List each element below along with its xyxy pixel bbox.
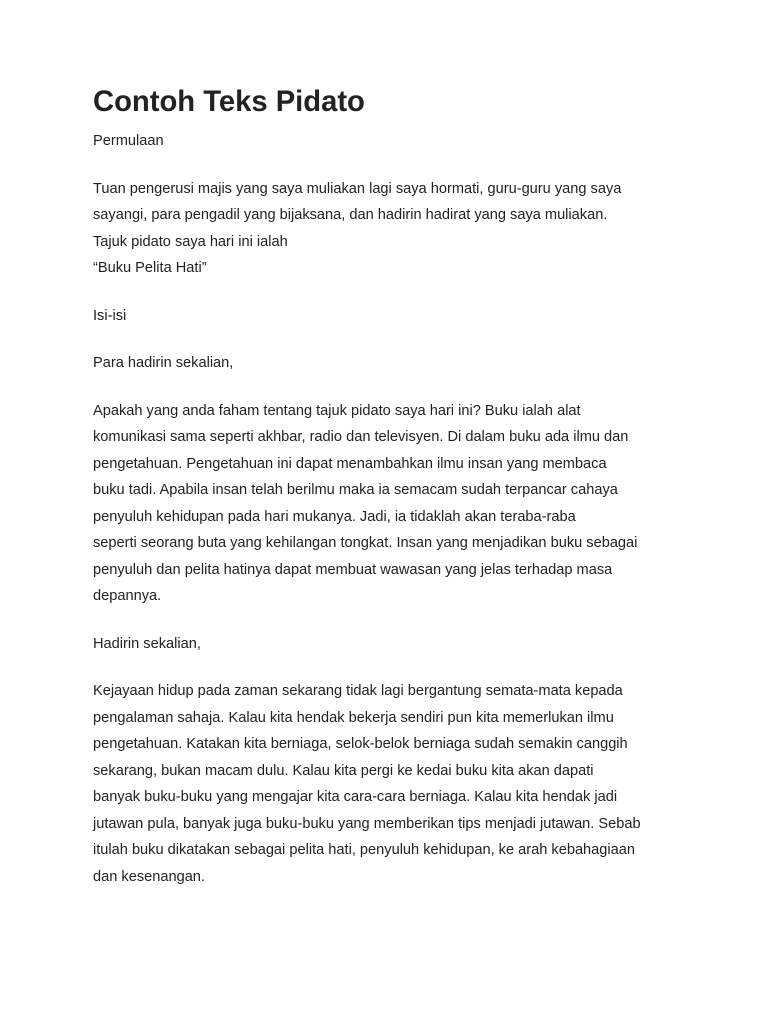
text-line: Para hadirin sekalian, xyxy=(93,355,234,371)
text-line: seperti seorang buta yang kehilangan tongkat. Insan yang menjadikan buku sebagai xyxy=(93,535,638,551)
paragraph xyxy=(93,678,693,890)
text-line: Hadirin sekalian, xyxy=(93,635,201,652)
text-line: Isi-isi xyxy=(93,307,127,324)
text-line: itulah buku dikatakan sebagai pelita hati, penyuluh kehidupan, ke arah kebahagiaan xyxy=(93,842,635,858)
text-line: depannya. xyxy=(93,588,162,604)
text-line: “Buku Pelita Hati” xyxy=(93,260,207,276)
text-line: komunikasi sama seperti akhbar, radio dan televisyen. Di dalam buku ada ilmu dan xyxy=(93,429,629,445)
text-line: pengalaman sahaja. Kalau kita hendak bekerja sendiri pun kita memerlukan ilmu xyxy=(93,709,614,726)
text-line: buku tadi. Apabila insan telah berilmu maka ia semacam sudah terpancar cahaya xyxy=(93,482,618,498)
text-line: pengetahuan. Pengetahuan ini dapat menambahkan ilmu insan yang membaca xyxy=(93,455,607,472)
paragraph xyxy=(93,128,693,155)
text-line: Tuan pengerusi majis yang saya muliakan lagi saya hormati, guru-guru yang saya xyxy=(93,180,622,197)
text-line: dan kesenangan. xyxy=(93,868,205,885)
document-body xyxy=(93,128,693,890)
text-line: Tajuk pidato saya hari ini ialah xyxy=(93,233,288,250)
text-line: sayangi, para pengadil yang bijaksana, dan hadirin hadirat yang saya muliakan. xyxy=(93,207,608,223)
paragraph xyxy=(93,303,693,330)
text-line: penyuluh kehidupan pada hari mukanya. Jadi, ia tidaklah akan teraba-raba xyxy=(93,508,576,525)
paragraph xyxy=(93,176,693,282)
text-line: Apakah yang anda faham tentang tajuk pidato saya hari ini? Buku ialah alat xyxy=(93,402,581,419)
paragraph xyxy=(93,350,693,377)
text-line: banyak buku-buku yang mengajar kita cara-cara berniaga. Kalau kita hendak jadi xyxy=(93,789,618,805)
document-title: Contoh Teks Pidato xyxy=(93,86,365,118)
text-line: Kejayaan hidup pada zaman sekarang tidak lagi bergantung semata-mata kepada xyxy=(93,683,623,699)
document-page xyxy=(93,86,693,890)
paragraph xyxy=(93,398,693,610)
text-line: jutawan pula, banyak juga buku-buku yang memberikan tips menjadi jutawan. Sebab xyxy=(93,815,641,832)
text-line: Permulaan xyxy=(93,133,164,149)
paragraph xyxy=(93,631,693,658)
text-line: penyuluh dan pelita hatinya dapat membuat wawasan yang jelas terhadap masa xyxy=(93,561,613,578)
text-line: pengetahuan. Katakan kita berniaga, selok-belok berniaga sudah semakin canggih xyxy=(93,736,628,752)
text-line: sekarang, bukan macam dulu. Kalau kita pergi ke kedai buku kita akan dapati xyxy=(93,762,594,779)
